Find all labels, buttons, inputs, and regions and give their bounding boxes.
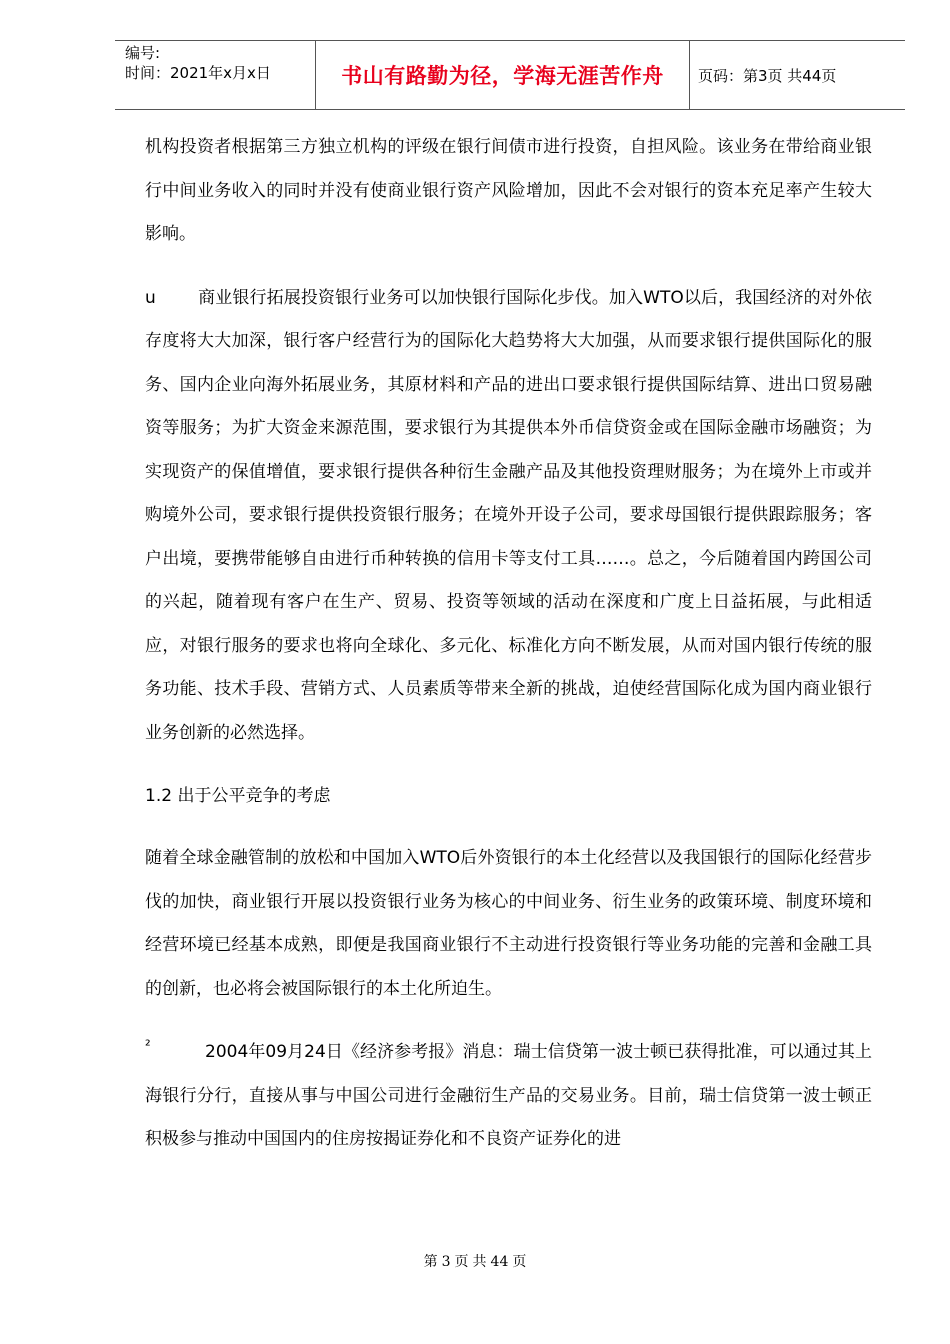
- paragraph-news-text: 2004年09月24日《经济参考报》消息：瑞士信贷第一波士顿已获得批准，可以通过其上海银行分行，直接从事与中国公司进行金融衍生产品的交易业务。目前，瑞士信贷第一波士顿正积极参与推动中国国内的住房按揭证券化和不良资产证券化的进: [145, 1042, 872, 1149]
- footer-total-pages: 44: [490, 1254, 509, 1270]
- footer-ye2: 页: [512, 1254, 527, 1270]
- header-page-info: 页码：第3页 共44页: [698, 66, 837, 85]
- bullet-marker: u: [145, 287, 156, 308]
- header-motto: 书山有路勤为径，学海无涯苦作舟: [316, 41, 690, 109]
- paragraph-fair-competition: 随着全球金融管制的放松和中国加入WTO后外资银行的本土化经营以及我国银行的国际化经营步伐的加快，商业银行开展以投资银行业务为核心的中间业务、衍生业务的政策环境、制度环境和经营环境已经基本成熟，即便是我国商业银行不主动进行投资银行等业务功能的完善和金融工具的创新，也必将会被国际银行的本土化所迫生。: [145, 848, 872, 999]
- footer-gong: 共: [472, 1254, 487, 1270]
- document-number-label: 编号:: [125, 44, 161, 62]
- paragraph-news: [145, 1031, 872, 1162]
- document-time-label: 时间：2021年x月x日: [125, 64, 271, 82]
- footer-di: 第: [423, 1254, 438, 1270]
- footnote-marker: ²: [145, 1038, 151, 1054]
- footer-page-number: 3: [441, 1254, 451, 1270]
- footer-ye: 页: [454, 1254, 469, 1270]
- header-meta: [115, 41, 316, 109]
- document-body: [145, 126, 872, 1162]
- paragraph-internationalization-text: 商业银行拓展投资银行业务可以加快银行国际化步伐。加入WTO以后，我国经济的对外依存度将大大加深，银行客户经营行为的国际化大趋势将大大加强，从而要求银行提供国际化的服务、国内企业向海外拓展业务，其原材料和产品的进出口要求银行提供国际结算、进出口贸易融资等服务；为扩大资金来源范围，要求银行为其提供本外币信贷资金或在国际金融市场融资；为实现资产的保值增值，要求银行提供各种衍生金融产品及其他投资理财服务；为在境外上市或并购境外公司，要求银行提供投资银行服务；在境外开设子公司，要求母国银行提供跟踪服务；客户出境，要携带能够自由进行币种转换的信用卡等支付工具……。总之，今后随着国内跨国公司的兴起，随着现有客户在生产、贸易、投资等领域的活动在深度和广度上日益拓展，与此相适应，对银行服务的要求也将向全球化、多元化、标准化方向不断发展，从而对国内银行传统的服务功能、技术手段、营销方式、人员素质等带来全新的挑战，迫使经营国际化成为国内商业银行业务创新的必然选择。: [145, 287, 872, 743]
- page-footer: [0, 1251, 950, 1271]
- page-header: [115, 40, 905, 110]
- section-heading: 1.2 出于公平竞争的考虑: [145, 786, 331, 806]
- paragraph-internationalization: [145, 277, 872, 756]
- paragraph-intro: 机构投资者根据第三方独立机构的评级在银行间债市进行投资，自担风险。该业务在带给商业银行中间业务收入的同时并没有使商业银行资产风险增加，因此不会对银行的资本充足率产生较大影响。: [145, 137, 872, 244]
